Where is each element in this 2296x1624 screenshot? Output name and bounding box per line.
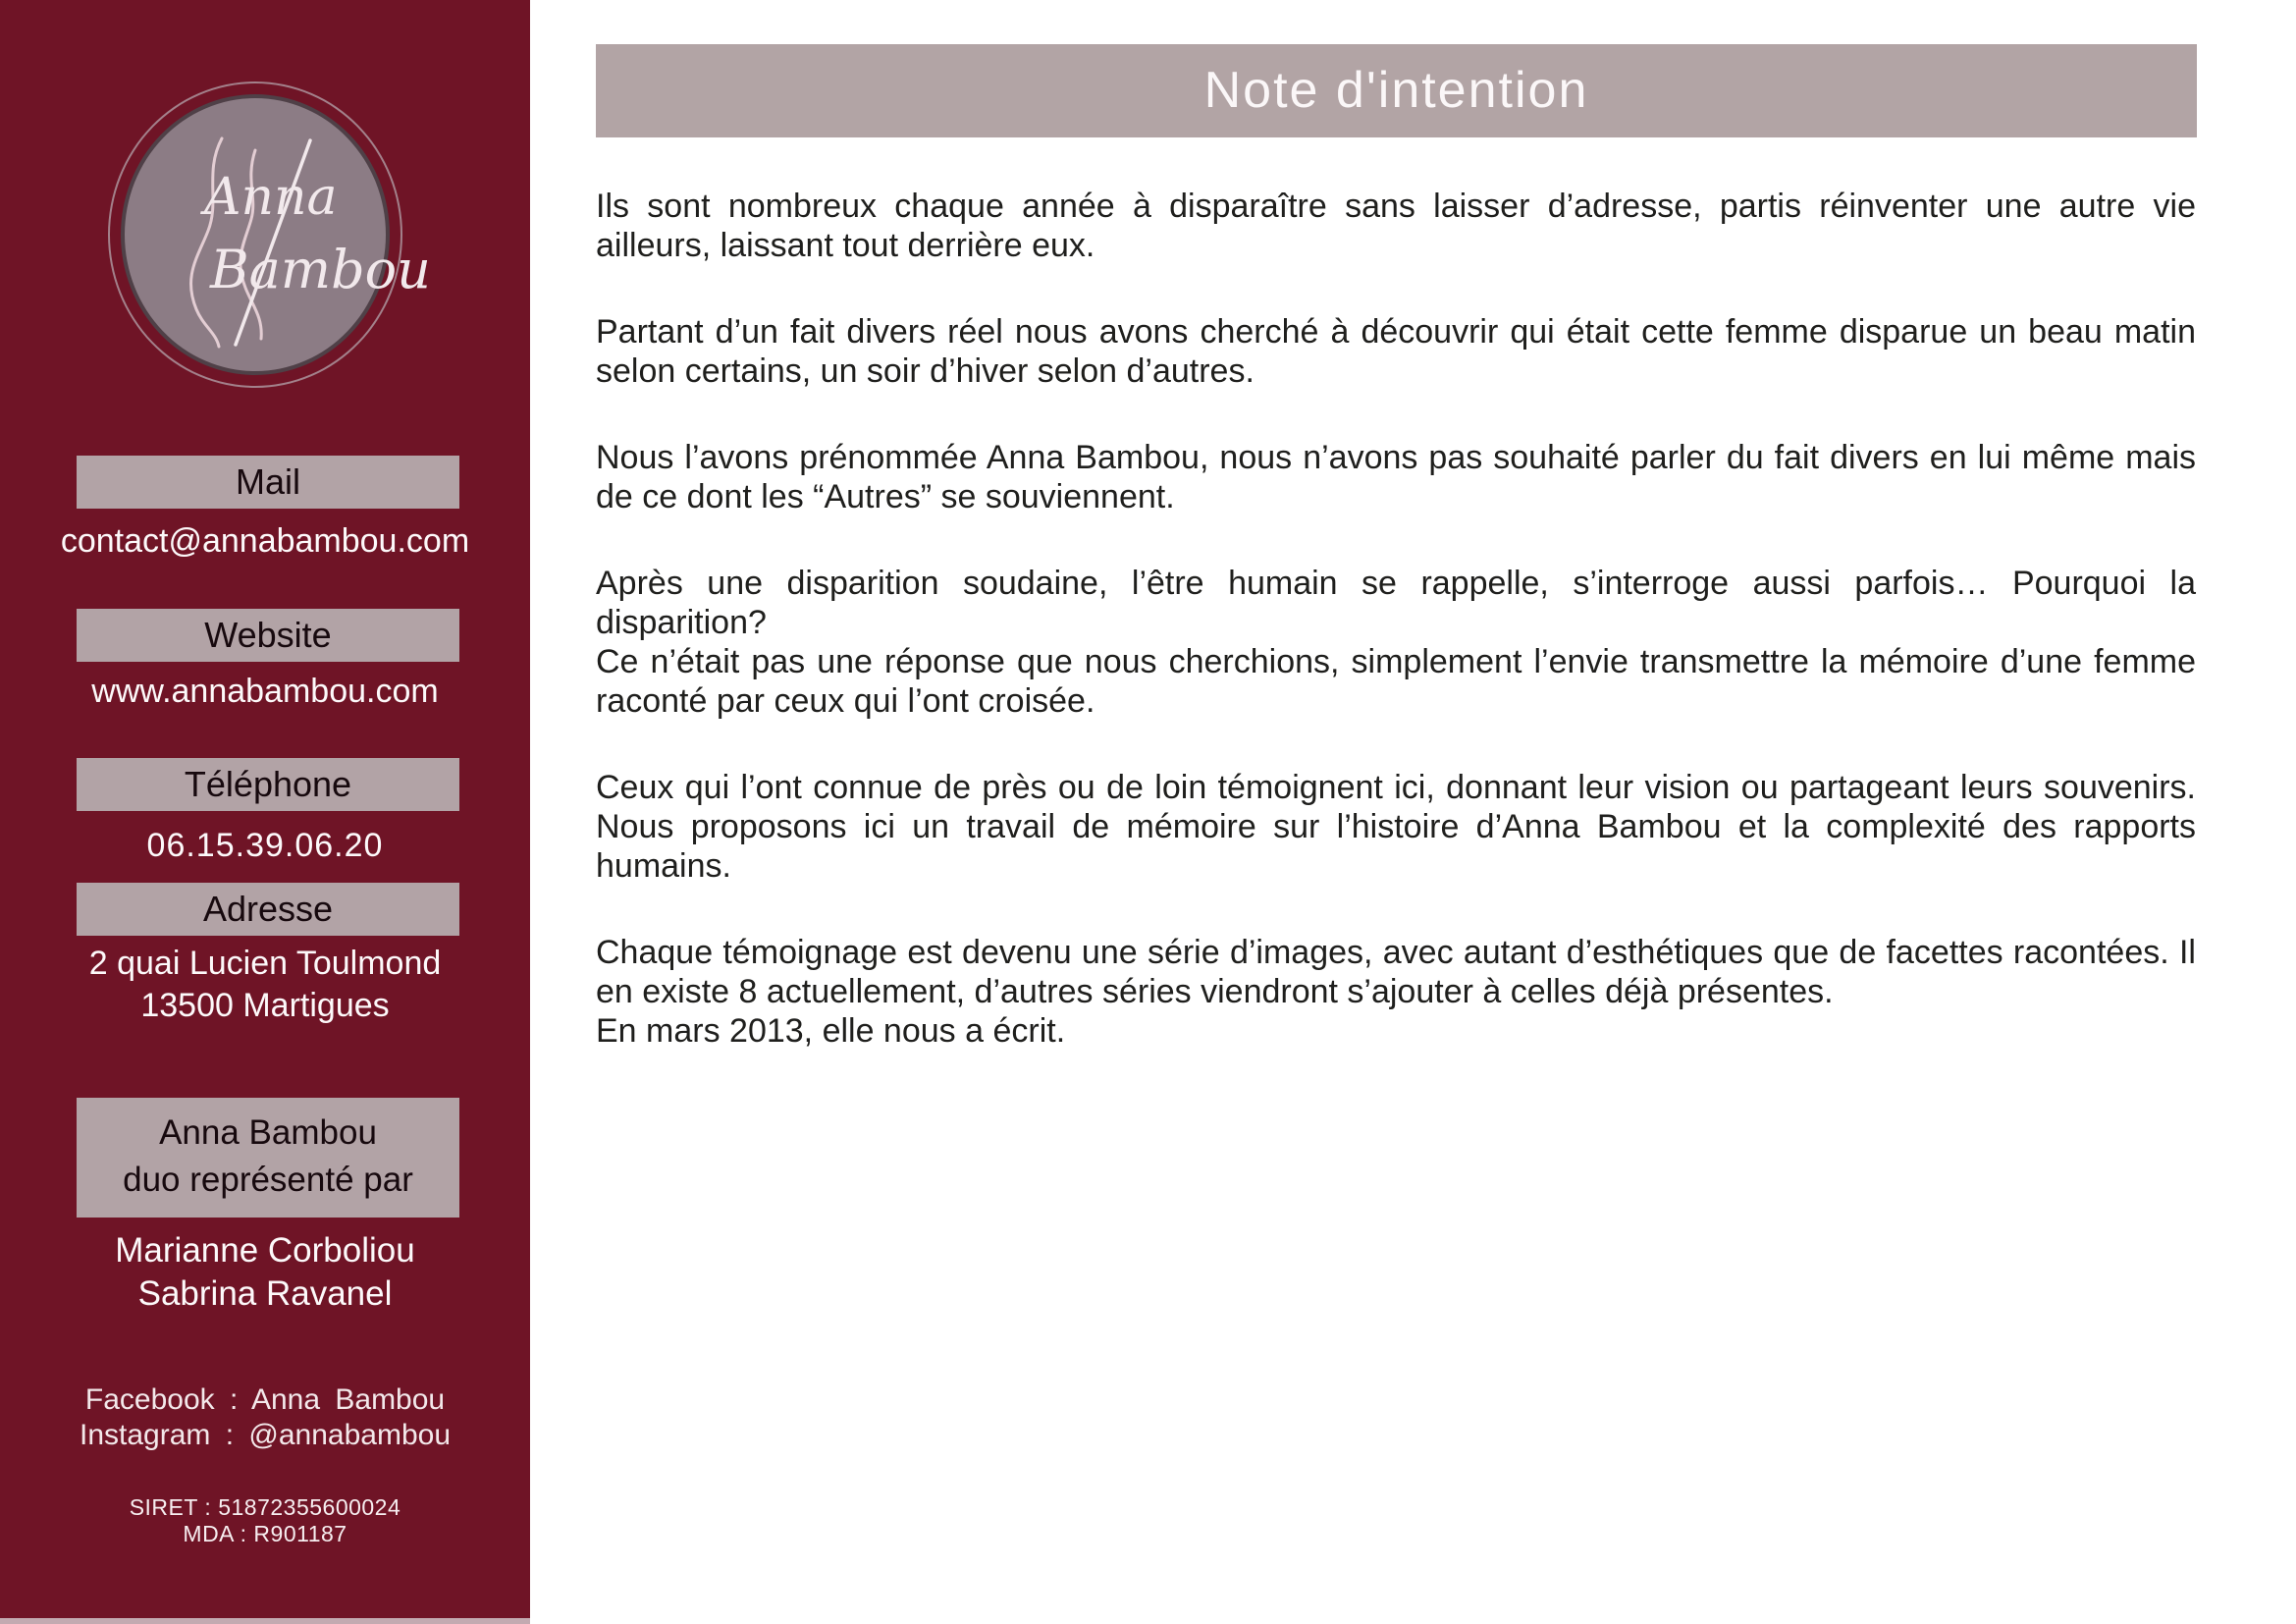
paragraph-4: Après une disparition soudaine, l’être humain se rappelle, s’interroge aussi parfois… Pourquoi la disparition? Ce n’était pas une réponse que nous cherchions, simplement l’envie transmettre la mémoire d’une femme raconté par ceux qui l’ont croisée. bbox=[596, 565, 2196, 720]
siret-line: SIRET : 51872355600024 bbox=[129, 1494, 401, 1520]
instagram-line: Instagram : @annabambou bbox=[80, 1419, 451, 1451]
page-title: Note d'intention bbox=[1203, 62, 1589, 119]
address-line-2: 13500 Martigues bbox=[140, 987, 390, 1024]
woman-silhouette-icon bbox=[108, 81, 402, 388]
sidebar-bottom-strip bbox=[0, 1618, 530, 1624]
facebook-line: Facebook : Anna Bambou bbox=[84, 1383, 446, 1416]
website-value: www.annabambou.com bbox=[91, 673, 439, 710]
address-line-1: 2 quai Lucien Toulmond bbox=[88, 945, 442, 982]
logo-text-line2: Bambou bbox=[210, 239, 431, 300]
social-links bbox=[0, 1382, 530, 1453]
duo-members bbox=[0, 1229, 530, 1316]
duo-label-line-2: duo représenté par bbox=[123, 1161, 413, 1199]
paragraph-2: Partant d’un fait divers réel nous avons cherché à découvrir qui était cette femme disparue un beau matin selon certains, un soir d’hiver selon d’autres. bbox=[596, 313, 2196, 390]
paragraph-6: Chaque témoignage est devenu une série d’images, avec autant d’esthétiques que de facettes racontées. Il en existe 8 actuellement, d’autres séries viendront s’ajouter à celles déjà présentes. En mars 2013, elle nous a écrit. bbox=[596, 934, 2196, 1050]
address-label: Adresse bbox=[77, 883, 459, 936]
paragraph-3: Nous l’avons prénommée Anna Bambou, nous n’avons pas souhaité parler du fait divers en lui même mais de ce dont les “Autres” se souviennent. bbox=[596, 439, 2196, 515]
mda-line: MDA : R901187 bbox=[183, 1521, 347, 1546]
address-value bbox=[0, 943, 530, 1027]
sidebar bbox=[0, 0, 530, 1624]
member-name-2: Sabrina Ravanel bbox=[137, 1274, 393, 1313]
duo-label-line-1: Anna Bambou bbox=[159, 1113, 377, 1152]
website-label: Website bbox=[77, 609, 459, 662]
paragraph-5: Ceux qui l’ont connue de près ou de loin témoignent ici, donnant leur vision ou partageant leurs souvenirs. Nous proposons ici un travail de mémoire sur l’histoire d’Anna Bambou et la complexité des rapports humains. bbox=[596, 769, 2196, 885]
member-name-1: Marianne Corboliou bbox=[115, 1231, 415, 1270]
mail-label: Mail bbox=[77, 456, 459, 509]
duo-label bbox=[77, 1098, 459, 1218]
intention-text bbox=[596, 187, 2196, 1098]
mail-value: contact@annabambou.com bbox=[60, 522, 470, 560]
phone-label: Téléphone bbox=[77, 758, 459, 811]
legal-ids bbox=[0, 1494, 530, 1547]
phone-value: 06.15.39.06.20 bbox=[146, 827, 384, 864]
section-header-bar bbox=[596, 44, 2197, 137]
logo-text-line1: Anna bbox=[204, 168, 338, 227]
paragraph-1: Ils sont nombreux chaque année à disparaître sans laisser d’adresse, partis réinventer une autre vie ailleurs, laissant tout derrière eux. bbox=[596, 188, 2196, 264]
logo bbox=[108, 81, 431, 388]
